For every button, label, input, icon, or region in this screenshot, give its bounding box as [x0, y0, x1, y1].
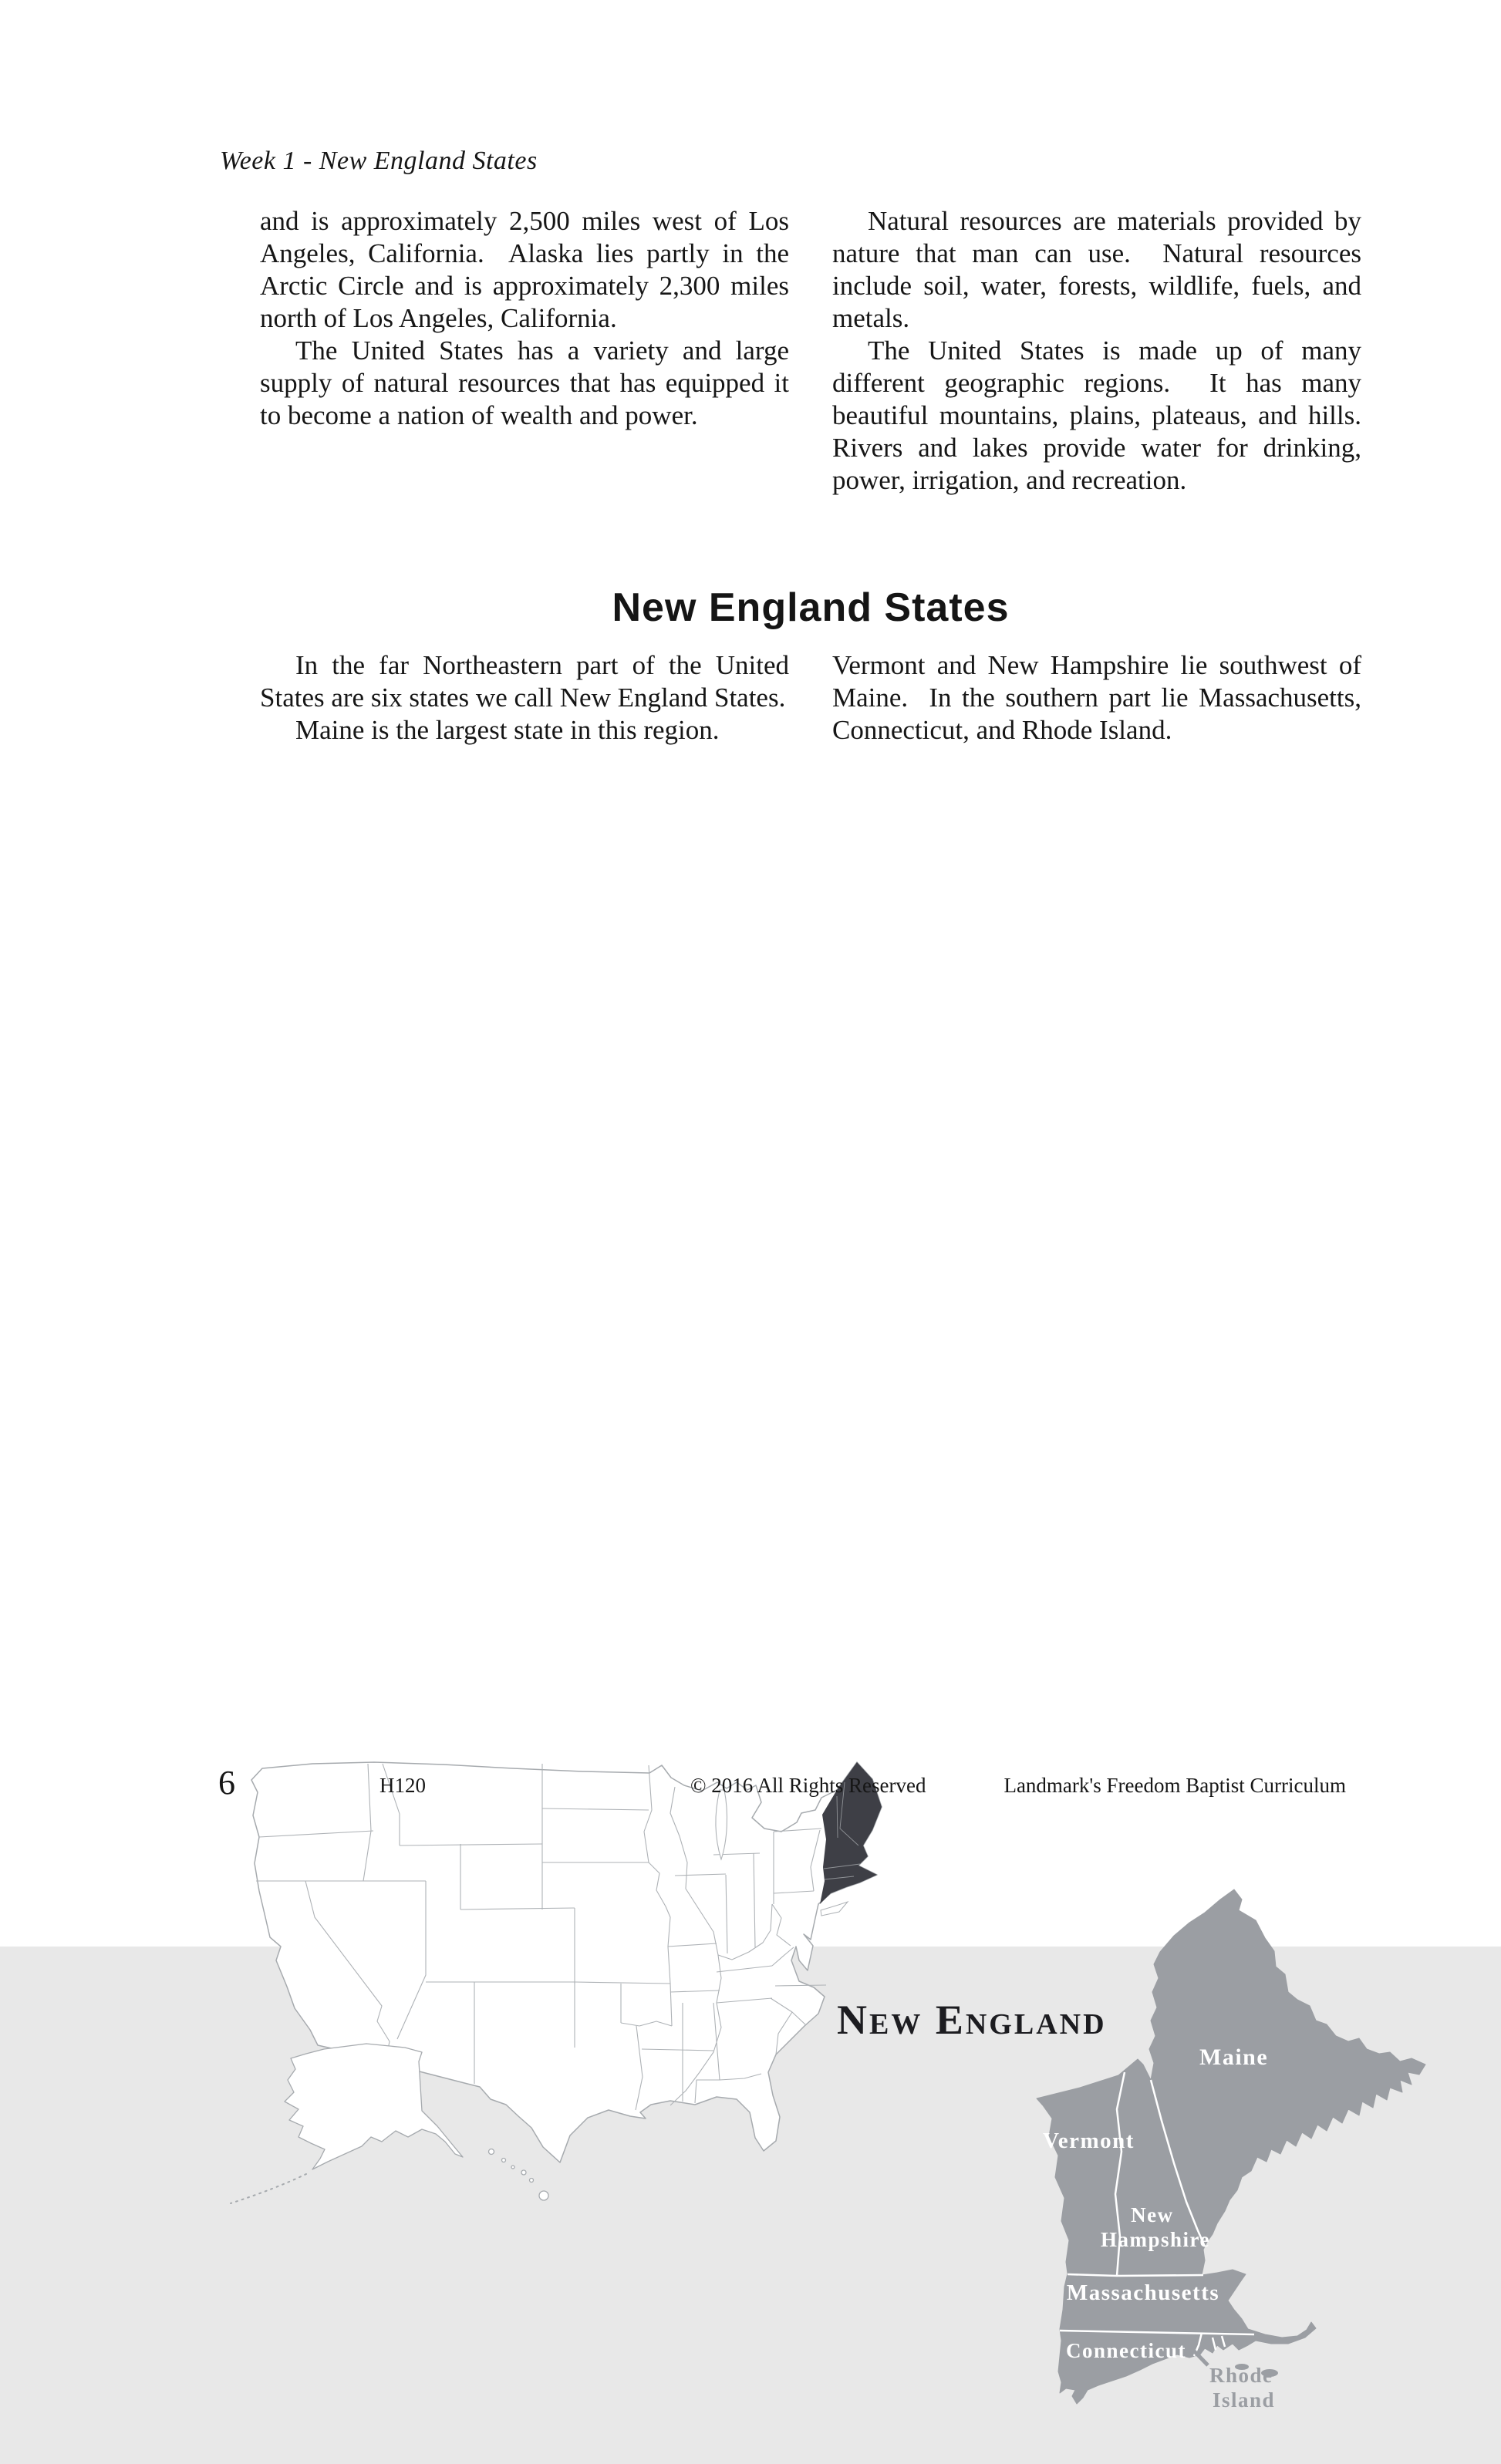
state-label-massachusetts: Massachusetts: [1066, 2280, 1220, 2305]
footer-publisher: Landmark's Freedom Baptist Curriculum: [1003, 1774, 1346, 1797]
section-column-left: [260, 649, 796, 747]
paragraph: Maine is the largest state in this region.: [295, 715, 720, 745]
state-label-connecticut: Connecticut: [1066, 2339, 1186, 2362]
footer-course-code: H120: [379, 1774, 426, 1797]
section-column-right: [832, 649, 1368, 747]
week-header: Week 1 - New England States: [220, 147, 538, 175]
paragraph: The United States has a variety and large supply of natural resources that has equipped it to become a nation of wealth and power.: [260, 335, 796, 430]
section-columns: [260, 649, 1368, 747]
footer-copyright: © 2016 All Rights Reserved: [690, 1774, 926, 1797]
state-label-rhode-island: Rhode Island: [1209, 2364, 1276, 2412]
long-island: [821, 1902, 848, 1916]
new-england-map: [1010, 1878, 1473, 2464]
intro-columns: [260, 205, 1375, 497]
paragraph: In the far Northeastern part of the United States are six states we call New England States.: [260, 650, 796, 713]
intro-column-right: [832, 205, 1375, 497]
state-label-vermont: Vermont: [1043, 2129, 1135, 2153]
footer-page-number: 6: [218, 1764, 235, 1802]
state-label-maine: Maine: [1199, 2044, 1269, 2070]
state-label-new-hampshire: New Hampshire: [1100, 2203, 1211, 2251]
paragraph: The United States is made up of many different geographic regions. It has many beautiful mountains, plains, plateaus, and hills. Rivers and lakes provide water for drinking, power, irrigation, and recreation.: [832, 335, 1375, 495]
region-title: New England: [837, 1997, 1107, 2043]
paragraph: Vermont and New Hampshire lie southwest of Maine. In the southern part lie Massachusetts, Connecticut, and Rhode Island.: [832, 650, 1368, 745]
paragraph: Natural resources are materials provided by nature that man can use. Natural resources include soil, water, forests, wildlife, fuels, and metals.: [832, 206, 1368, 333]
intro-column-left: [260, 205, 796, 497]
paragraph: and is approximately 2,500 miles west of Los Angeles, California. Alaska lies partly in the Arctic Circle and is approximately 2,300 miles north of Los Angeles, California.: [260, 206, 796, 333]
hawaii: [489, 2149, 549, 2201]
section-heading: New England States: [612, 585, 1010, 630]
aleutian-islands: [231, 2174, 306, 2203]
